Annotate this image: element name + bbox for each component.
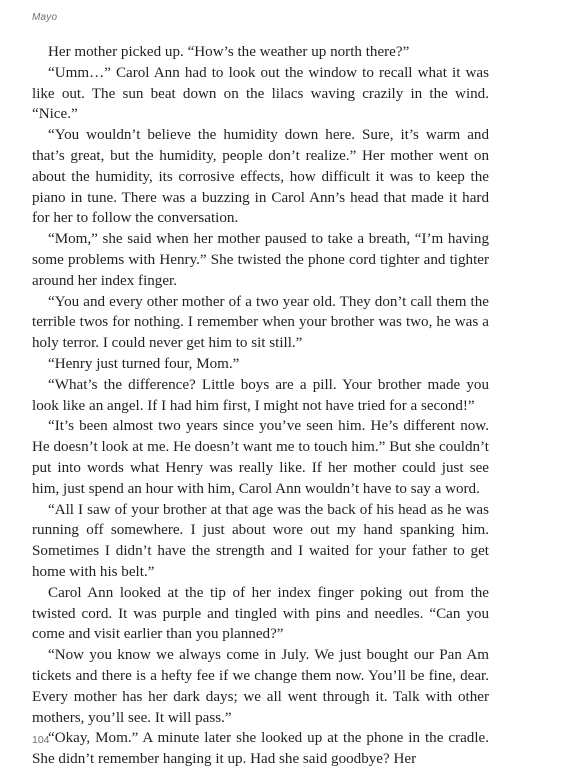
paragraph: “All I saw of your brother at that age was the back of his head as he was running off somewhere. I just about wore out my hand spanking him. Sometimes I didn’t have the strength and I waited for your father to get home with his belt.” [32, 501, 489, 580]
paragraph: “You wouldn’t believe the humidity down here. Sure, it’s warm and that’s great, but the humidity, people don’t realize.” Her mother went on about the humidity, its corrosive effects, how difficult it was to keep the piano in tune. There was a buzzing in Carol Ann’s head that made it hard for her to follow the conversation. [32, 127, 489, 227]
paragraph: “Mom,” she said when her mother paused to take a breath, “I’m having some problems with Henry.” She twisted the phone cord tighter and tighter around her index finger. [32, 231, 489, 289]
paragraph: “You and every other mother of a two year old. They don’t call them the terrible twos for nothing. I remember when your brother was two, he was a holy terror. I could never get him to sit still.” [32, 293, 489, 352]
paragraph: “Now you know we always come in July. We just bought our Pan Am tickets and there is a hefty fee if we change them now. You’ll be fine, dear. Every mother has her dark days; we all went through it. Talk with other mothers, you’ll see. It will pass.” [32, 647, 489, 726]
paragraph: Her mother picked up. “How’s the weather up north there?” [48, 44, 410, 60]
running-head: Mayo [32, 12, 58, 23]
paragraph: “Henry just turned four, Mom.” [48, 355, 240, 372]
paragraph: Carol Ann looked at the tip of her index finger poking out from the twisted cord. It was purple and tingled with pins and needles. “Can you come and visit earlier than you planned?” [32, 584, 489, 643]
paragraph: “What’s the difference? Little boys are a pill. Your brother made you look like an angel. If I had him first, I might not have tried for a second!” [32, 376, 489, 414]
paragraph: “Umm…” Carol Ann had to look out the window to recall what it was like out. The sun beat down on the lilacs waving crazily in the wind. “Nice.” [32, 64, 489, 123]
paragraph: “Okay, Mom.” A minute later she looked up at the phone in the cradle. She didn’t remember hanging it up. Had she said goodbye? Her [32, 730, 489, 768]
paragraph: “It’s been almost two years since you’ve seen him. He’s different now. He doesn’t look at me. He doesn’t want me to touch him.” But she couldn’t put into words what Henry was really like. If her mother could just see him, just spend an hour with him, Carol Ann wouldn’t have to say a word. [32, 418, 489, 497]
page-number: 104 [32, 734, 50, 746]
body-text [32, 42, 489, 770]
